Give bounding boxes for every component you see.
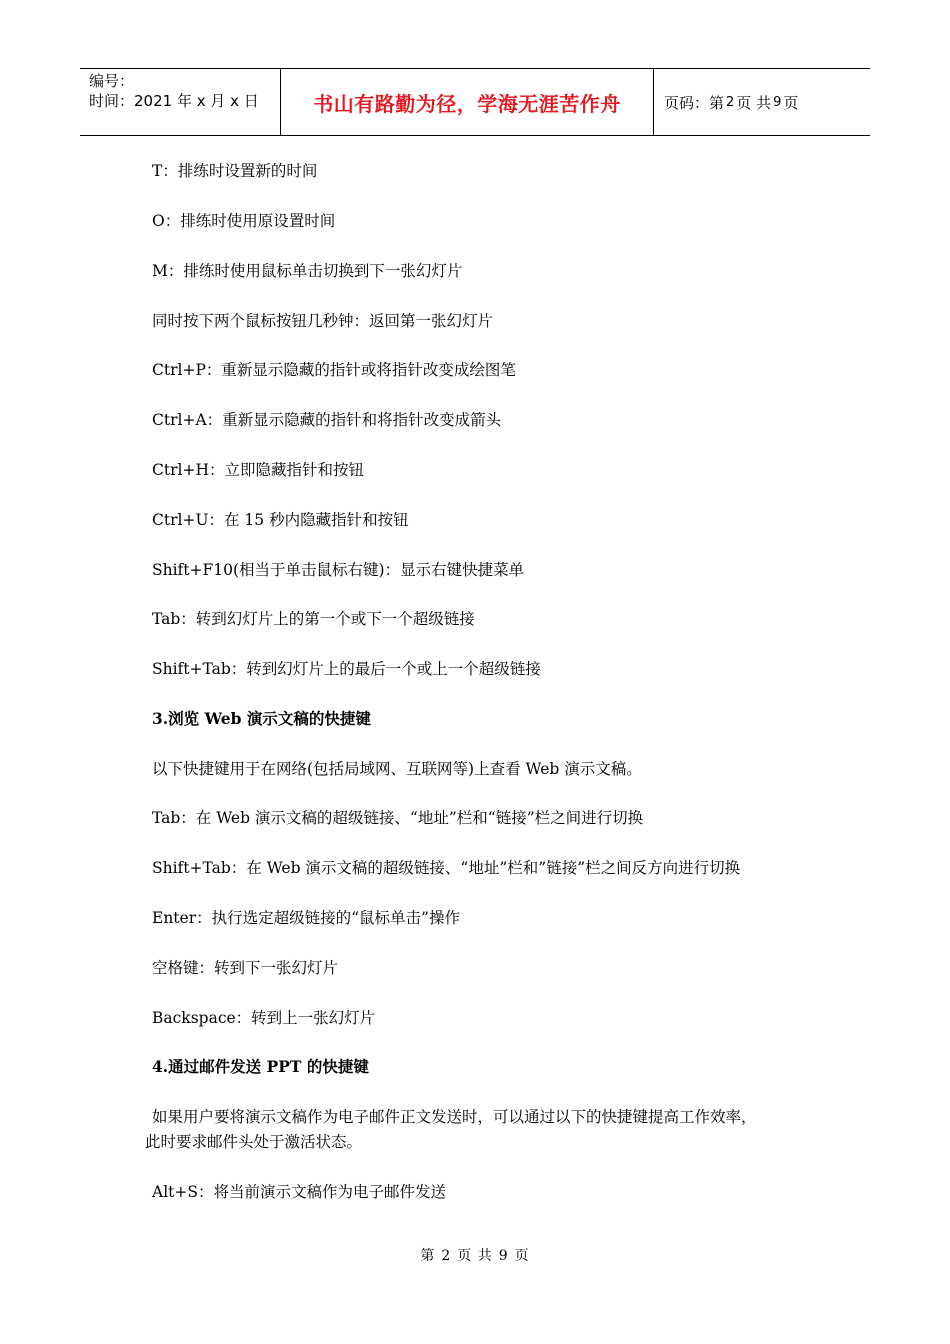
footer-mid: 页 共 [457,1248,493,1264]
section-intro-line2: 此时要求邮件头处于激活状态。 [145,1133,363,1151]
shortcut-line: Ctrl+U：在 15 秒内隐藏指针和按钮 [152,511,409,529]
shortcut-line: Backspace：转到上一张幻灯片 [152,1009,376,1027]
shortcut-line: Alt+S：将当前演示文稿作为电子邮件发送 [152,1183,446,1201]
section-heading: 3.浏览 Web 演示文稿的快捷键 [152,709,371,728]
shortcut-line: Ctrl+A：重新显示隐藏的指针和将指针改变成箭头 [152,411,502,429]
header-page-current: 2 [726,94,735,110]
shortcut-line: 同时按下两个鼠标按钮几秒钟：返回第一张幻灯片 [152,312,494,330]
page-footer [0,1245,950,1265]
section-intro-line1: 如果用户要将演示文稿作为电子邮件正文发送时，可以通过以下的快捷键提高工作效率， [152,1108,757,1126]
header-page-total: 9 [773,94,782,110]
shortcut-line: Tab：转到幻灯片上的第一个或下一个超级链接 [152,610,475,628]
shortcut-line: Ctrl+H：立即隐藏指针和按钮 [152,461,364,479]
shortcut-line: Shift+Tab：转到幻灯片上的最后一个或上一个超级链接 [152,660,541,678]
footer-total: 9 [498,1248,509,1264]
shortcut-line: Enter：执行选定超级链接的“鼠标单击”操作 [152,909,460,927]
shortcut-line: Ctrl+P：重新显示隐藏的指针或将指针改变成绘图笔 [152,361,516,379]
header-motto: 书山有路勤为径，学海无涯苦作舟 [281,69,654,135]
shortcut-line: Tab：在 Web 演示文稿的超级链接、“地址”栏和“链接”栏之间进行切换 [152,809,644,827]
shortcut-line: Shift+Tab：在 Web 演示文稿的超级链接、“地址”栏和”链接”栏之间反方向进行切换 [152,859,741,877]
footer-current: 2 [441,1248,452,1264]
header-page-info [654,69,870,135]
section-heading: 4.通过邮件发送 PPT 的快捷键 [152,1057,369,1076]
header-page-suffix: 页 [783,93,799,112]
shortcut-line: 空格键：转到下一张幻灯片 [152,959,339,977]
footer-suffix: 页 [514,1248,530,1264]
header-page-mid: 页 共 [736,93,772,112]
serial-label: 编号： [89,72,135,90]
header-page-prefix: 页码：第 [664,93,725,112]
shortcut-line: T：排练时设置新的时间 [152,162,318,180]
footer-prefix: 第 [420,1248,436,1264]
section-intro: 以下快捷键用于在网络(包括局域网、互联网等)上查看 Web 演示文稿。 [152,760,642,778]
shortcut-line: O：排练时使用原设置时间 [152,212,336,230]
shortcut-line: M：排练时使用鼠标单击切换到下一张幻灯片 [152,262,463,280]
shortcut-line: Shift+F10(相当于单击鼠标右键)：显示右键快捷菜单 [152,561,525,579]
header-meta [80,69,281,135]
page-header [80,68,870,136]
time-label: 时间：2021 年 x 月 x 日 [89,92,259,110]
